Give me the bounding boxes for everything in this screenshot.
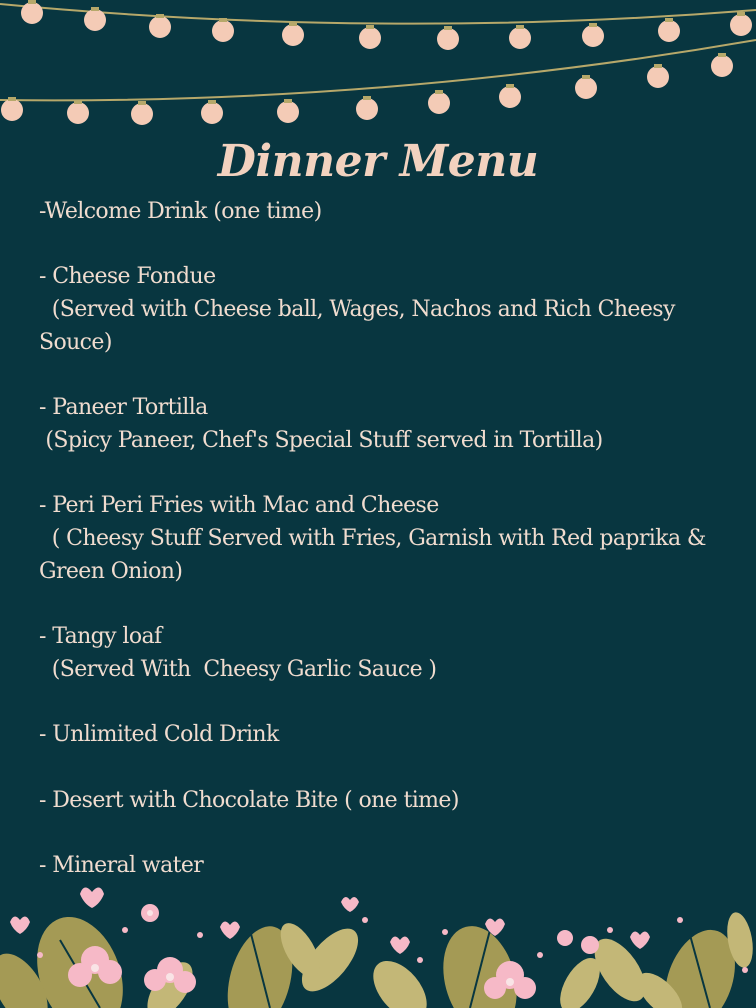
menu-item-name: - Cheese Fondue (39, 264, 216, 290)
menu-list (39, 196, 739, 915)
menu-item-name: - Tangy loaf (39, 624, 162, 650)
menu-item-name: - Paneer Tortilla (39, 395, 208, 421)
menu-item-name: - Unlimited Cold Drink (39, 722, 279, 748)
menu-item-name: - Peri Peri Fries with Mac and Cheese (39, 493, 439, 519)
list-item (39, 490, 739, 588)
list-item (39, 850, 739, 883)
page-title: Dinner Menu (217, 136, 539, 187)
list-item (39, 196, 739, 229)
list-item (39, 719, 739, 752)
menu-item-description: (Served with Cheese ball, Wages, Nachos and Rich Cheesy Souce) (39, 297, 682, 355)
menu-item-description: (Served With Cheesy Garlic Sauce ) (39, 656, 437, 682)
menu-item-name: - Desert with Chocolate Bite ( one time) (39, 787, 459, 813)
list-item (39, 261, 739, 359)
list-item (39, 392, 739, 457)
menu-item-name: -Welcome Drink (one time) (39, 199, 322, 224)
string-lights-icon (0, 0, 756, 140)
list-item (39, 785, 739, 818)
menu-item-description: ( Cheesy Stuff Served with Fries, Garnish with Red paprika & Green Onion) (39, 525, 713, 584)
light-bulbs (1, 2, 752, 125)
list-item (39, 621, 739, 686)
menu-item-name: - Mineral water (39, 852, 204, 878)
menu-item-description: (Spicy Paneer, Chef's Special Stuff served in Tortilla) (39, 427, 603, 453)
floral-border-icon (0, 880, 756, 1008)
